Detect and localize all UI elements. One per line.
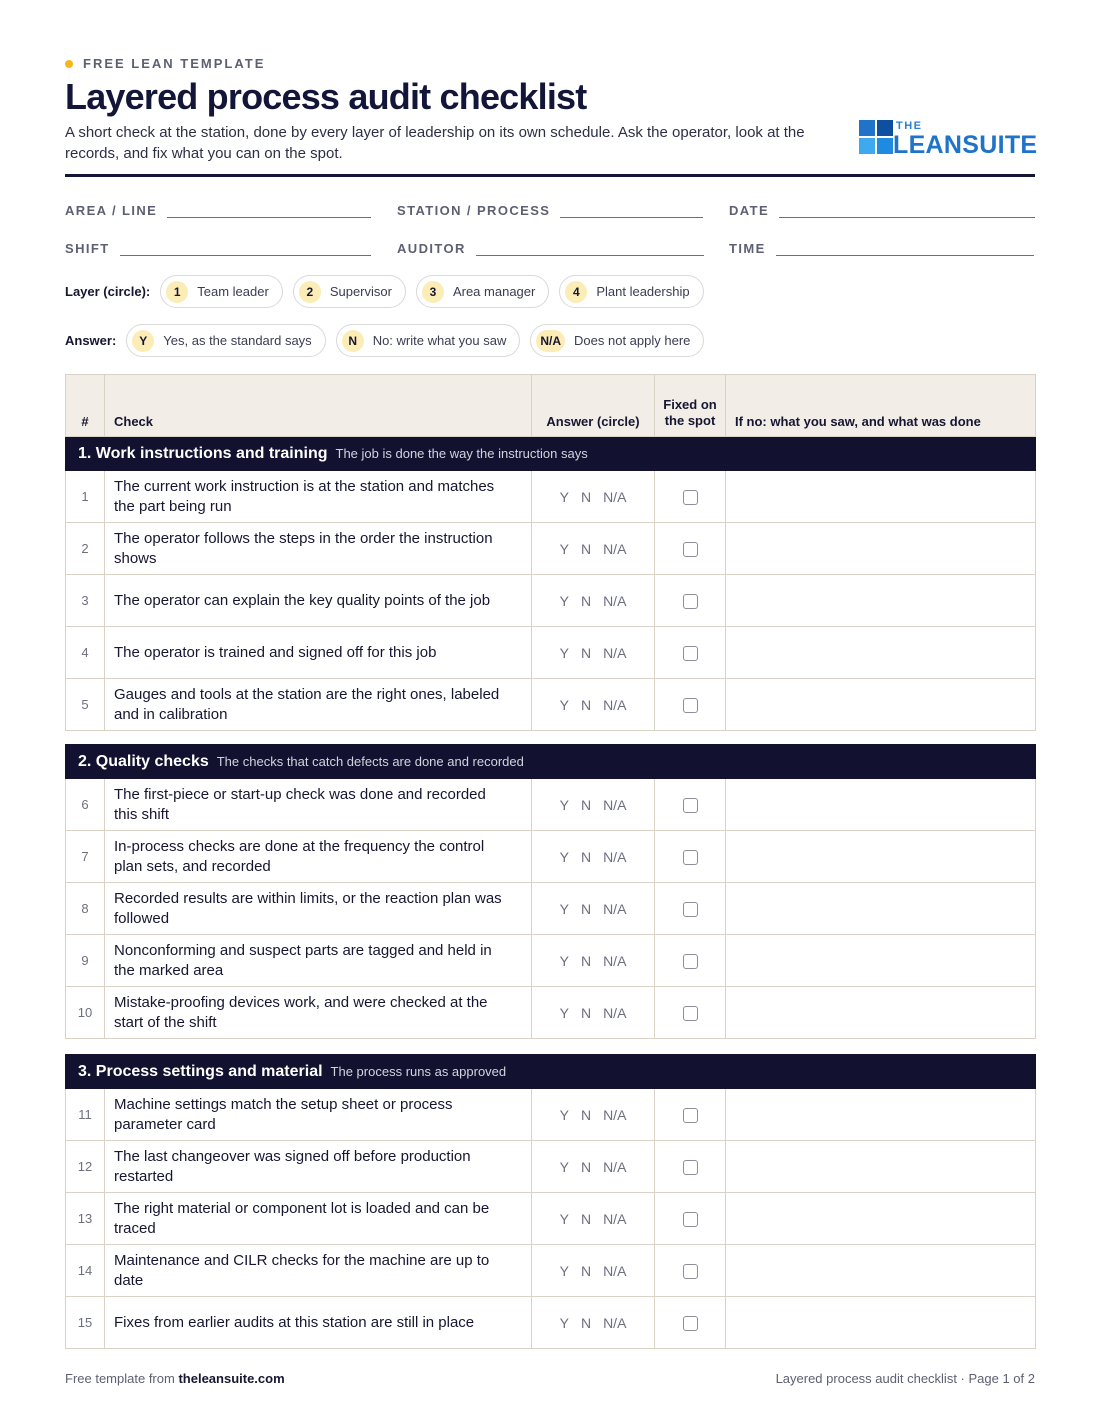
time-label: TIME: [729, 241, 766, 256]
fixed-checkbox[interactable]: [683, 902, 698, 917]
answer-n[interactable]: N: [580, 952, 592, 969]
notes-cell[interactable]: [726, 935, 1036, 987]
layer-option-supervisor[interactable]: [293, 275, 406, 308]
fixed-cell: [655, 471, 726, 523]
footer-prefix: Free template from: [65, 1371, 175, 1386]
table-row: [66, 627, 1036, 679]
item-number: 11: [66, 1089, 105, 1141]
fixed-cell: [655, 1245, 726, 1297]
leansuite-logo: [859, 120, 1038, 159]
section-body: [66, 1055, 1036, 1349]
answer-options: [532, 1141, 655, 1193]
section-subtitle: The process runs as approved: [330, 1063, 507, 1079]
layer-num: 1: [166, 281, 188, 303]
col-check-header: Check: [105, 375, 532, 437]
item-check-text: The operator follows the steps in the order the instruction shows: [105, 523, 532, 575]
table-row: [66, 831, 1036, 883]
answer-options: [532, 523, 655, 575]
layer-option-label: Supervisor: [329, 284, 392, 299]
fixed-cell: [655, 679, 726, 731]
notes-cell[interactable]: [726, 779, 1036, 831]
fixed-cell: [655, 1089, 726, 1141]
answer-na[interactable]: N/A: [603, 644, 627, 661]
answer-n[interactable]: N: [580, 1262, 592, 1279]
item-number: 1: [66, 471, 105, 523]
answer-y[interactable]: Y: [559, 696, 569, 713]
answer-na[interactable]: N/A: [603, 1314, 627, 1331]
fixed-cell: [655, 935, 726, 987]
notes-cell[interactable]: [726, 575, 1036, 627]
page-subtitle: A short check at the station, done by every layer of leadership on its own schedule. Ask the operator, look at the records, and fix what you can on the spot.: [65, 124, 805, 162]
notes-cell[interactable]: [726, 1297, 1036, 1349]
item-check-text: In-process checks are done at the frequency the control plan sets, and recorded: [105, 831, 532, 883]
answer-y[interactable]: Y: [559, 1158, 569, 1175]
answer-options: [532, 779, 655, 831]
item-number: 6: [66, 779, 105, 831]
answer-y[interactable]: Y: [559, 540, 569, 557]
table-row: [66, 1297, 1036, 1349]
fixed-cell: [655, 1193, 726, 1245]
answer-y[interactable]: Y: [559, 900, 569, 917]
answer-options: [532, 883, 655, 935]
answer-n[interactable]: N: [580, 592, 592, 609]
item-check-text: The right material or component lot is loaded and can be traced: [105, 1193, 532, 1245]
fixed-cell: [655, 523, 726, 575]
fixed-checkbox[interactable]: [683, 646, 698, 661]
item-number: 14: [66, 1245, 105, 1297]
fixed-checkbox[interactable]: [683, 1108, 698, 1123]
accent-dot: [65, 60, 73, 68]
answer-code: Y: [132, 330, 154, 352]
answer-y[interactable]: Y: [559, 796, 569, 813]
fixed-checkbox[interactable]: [683, 798, 698, 813]
auditor-field: [397, 241, 704, 256]
fixed-checkbox[interactable]: [683, 1212, 698, 1227]
section-header-cell: [66, 1055, 1036, 1089]
item-number: 7: [66, 831, 105, 883]
notes-cell[interactable]: [726, 523, 1036, 575]
fixed-checkbox[interactable]: [683, 698, 698, 713]
fixed-checkbox[interactable]: [683, 490, 698, 505]
answer-na[interactable]: N/A: [603, 1106, 627, 1123]
section-body: [66, 745, 1036, 1039]
time-field: [729, 241, 1034, 256]
answer-key-text: Does not apply here: [574, 333, 691, 348]
section-subtitle: The job is done the way the instruction says: [335, 445, 588, 461]
item-number: 15: [66, 1297, 105, 1349]
layer-option-label: Area manager: [452, 284, 536, 299]
section-header-cell: [66, 745, 1036, 779]
answer-y[interactable]: Y: [559, 592, 569, 609]
checklist-table-section-3: [65, 1054, 1036, 1349]
section-title: 2. Quality checks: [78, 752, 209, 770]
answer-options: [532, 831, 655, 883]
answer-na[interactable]: N/A: [603, 1210, 627, 1227]
item-check-text: The operator can explain the key quality points of the job: [105, 575, 532, 627]
date-field: [729, 203, 1035, 218]
item-check-text: Fixes from earlier audits at this station are still in place: [105, 1297, 532, 1349]
col-notes-header: If no: what you saw, and what was done: [726, 375, 1036, 437]
answer-na[interactable]: N/A: [603, 1262, 627, 1279]
notes-cell[interactable]: [726, 831, 1036, 883]
answer-options: [532, 679, 655, 731]
item-number: 5: [66, 679, 105, 731]
notes-cell[interactable]: [726, 627, 1036, 679]
date-input[interactable]: [779, 204, 1035, 218]
page-title: Layered process audit checklist: [65, 76, 587, 117]
notes-cell[interactable]: [726, 1245, 1036, 1297]
table-row: [66, 575, 1036, 627]
auditor-input[interactable]: [476, 242, 704, 256]
answer-n[interactable]: N: [580, 848, 592, 865]
answer-key-text: No: write what you saw: [372, 333, 507, 348]
table-row: [66, 679, 1036, 731]
item-number: 4: [66, 627, 105, 679]
item-check-text: Mistake-proofing devices work, and were checked at the start of the shift: [105, 987, 532, 1039]
footer-credit: [65, 1371, 285, 1386]
layer-option-team-leader[interactable]: [160, 275, 283, 308]
col-num-header: #: [66, 375, 105, 437]
answer-n[interactable]: N: [580, 900, 592, 917]
checklist-table-section-2: [65, 744, 1036, 1039]
section-title: 3. Process settings and material: [78, 1062, 323, 1080]
time-input[interactable]: [776, 242, 1034, 256]
logo-name: LEANSUITE: [893, 131, 1038, 159]
layer-num: 2: [299, 281, 321, 303]
eyebrow: [65, 56, 265, 71]
layer-selector: [65, 275, 714, 308]
section-title: 1. Work instructions and training: [78, 444, 328, 462]
answer-key-text: Yes, as the standard says: [163, 333, 312, 348]
section-header: [66, 745, 1036, 779]
station-process-label: STATION / PROCESS: [397, 203, 551, 218]
fixed-checkbox[interactable]: [683, 594, 698, 609]
answer-na[interactable]: N/A: [603, 592, 627, 609]
answer-n[interactable]: N: [580, 1158, 592, 1175]
section-body: [66, 437, 1036, 731]
answer-n[interactable]: N: [580, 540, 592, 557]
item-number: 3: [66, 575, 105, 627]
item-number: 8: [66, 883, 105, 935]
col-answer-header: Answer (circle): [532, 375, 655, 437]
table-row: [66, 1245, 1036, 1297]
answer-code: N/A: [536, 330, 565, 352]
answer-n[interactable]: N: [580, 1210, 592, 1227]
layer-option-area-manager[interactable]: [416, 275, 549, 308]
answer-na[interactable]: N/A: [603, 540, 627, 557]
answer-key-yes: [126, 324, 325, 357]
shift-input[interactable]: [120, 242, 371, 256]
checklist-table-section-1: [65, 374, 1036, 731]
item-check-text: Machine settings match the setup sheet or process parameter card: [105, 1089, 532, 1141]
answer-key: [65, 324, 714, 357]
item-number: 13: [66, 1193, 105, 1245]
date-label: DATE: [729, 203, 770, 218]
answer-y[interactable]: Y: [559, 848, 569, 865]
answer-n[interactable]: N: [580, 796, 592, 813]
fixed-checkbox[interactable]: [683, 1006, 698, 1021]
layer-option-label: Plant leadership: [596, 284, 690, 299]
notes-cell[interactable]: [726, 1193, 1036, 1245]
area-line-input[interactable]: [167, 204, 371, 218]
answer-key-label: Answer:: [65, 333, 117, 348]
fixed-cell: [655, 627, 726, 679]
table-header-row: [66, 375, 1036, 437]
fixed-checkbox[interactable]: [683, 850, 698, 865]
answer-n[interactable]: N: [580, 1106, 592, 1123]
table-row: [66, 1193, 1036, 1245]
item-number: 12: [66, 1141, 105, 1193]
table-row: [66, 1089, 1036, 1141]
shift-label: SHIFT: [65, 241, 110, 256]
footer-page-info: Layered process audit checklist · Page 1 of 2: [775, 1371, 1035, 1386]
layer-num: 4: [565, 281, 587, 303]
fixed-cell: [655, 575, 726, 627]
footer-site-link[interactable]: theleansuite.com: [178, 1371, 285, 1386]
answer-options: [532, 1245, 655, 1297]
layer-option-plant-leadership[interactable]: [559, 275, 703, 308]
area-line-label: AREA / LINE: [65, 203, 158, 218]
answer-na[interactable]: N/A: [603, 1004, 627, 1021]
answer-options: [532, 935, 655, 987]
fixed-checkbox[interactable]: [683, 1264, 698, 1279]
auditor-label: AUDITOR: [397, 241, 466, 256]
station-process-input[interactable]: [560, 204, 703, 218]
answer-na[interactable]: N/A: [603, 848, 627, 865]
notes-cell[interactable]: [726, 1089, 1036, 1141]
answer-y[interactable]: Y: [559, 952, 569, 969]
logo-squares-icon: [859, 120, 893, 156]
answer-na[interactable]: N/A: [603, 796, 627, 813]
logo-the: THE: [896, 120, 923, 132]
layer-label: Layer (circle):: [65, 284, 151, 299]
answer-options: [532, 627, 655, 679]
fixed-cell: [655, 883, 726, 935]
table-row: [66, 935, 1036, 987]
section-header-cell: [66, 437, 1036, 471]
table-row: [66, 523, 1036, 575]
fixed-cell: [655, 1297, 726, 1349]
table-row: [66, 779, 1036, 831]
answer-na[interactable]: N/A: [603, 696, 627, 713]
item-number: 10: [66, 987, 105, 1039]
section-subtitle: The checks that catch defects are done and recorded: [216, 753, 524, 769]
notes-cell[interactable]: [726, 679, 1036, 731]
table-row: [66, 1141, 1036, 1193]
fixed-cell: [655, 779, 726, 831]
item-number: 9: [66, 935, 105, 987]
answer-options: [532, 1193, 655, 1245]
table-row: [66, 987, 1036, 1039]
answer-n[interactable]: N: [580, 696, 592, 713]
fixed-checkbox[interactable]: [683, 1160, 698, 1175]
fixed-cell: [655, 987, 726, 1039]
answer-y[interactable]: Y: [559, 1004, 569, 1021]
notes-cell[interactable]: [726, 883, 1036, 935]
answer-y[interactable]: Y: [559, 1106, 569, 1123]
answer-na[interactable]: N/A: [603, 1158, 627, 1175]
eyebrow-text: FREE LEAN TEMPLATE: [83, 56, 266, 71]
item-check-text: Recorded results are within limits, or the reaction plan was followed: [105, 883, 532, 935]
answer-options: [532, 987, 655, 1039]
table-row: [66, 883, 1036, 935]
item-number: 2: [66, 523, 105, 575]
item-check-text: Maintenance and CILR checks for the machine are up to date: [105, 1245, 532, 1297]
answer-y[interactable]: Y: [559, 1262, 569, 1279]
answer-options: [532, 1297, 655, 1349]
station-process-field: [397, 203, 703, 218]
item-check-text: The operator is trained and signed off for this job: [105, 627, 532, 679]
answer-n[interactable]: N: [580, 644, 592, 661]
answer-y[interactable]: Y: [559, 1210, 569, 1227]
item-check-text: Gauges and tools at the station are the right ones, labeled and in calibration: [105, 679, 532, 731]
answer-n[interactable]: N: [580, 1004, 592, 1021]
fixed-cell: [655, 1141, 726, 1193]
fixed-checkbox[interactable]: [683, 542, 698, 557]
layer-num: 3: [422, 281, 444, 303]
answer-y[interactable]: Y: [559, 1314, 569, 1331]
answer-na[interactable]: N/A: [603, 488, 627, 505]
table-row: [66, 471, 1036, 523]
fixed-cell: [655, 831, 726, 883]
notes-cell[interactable]: [726, 1141, 1036, 1193]
item-check-text: The first-piece or start-up check was done and recorded this shift: [105, 779, 532, 831]
fixed-checkbox[interactable]: [683, 954, 698, 969]
notes-cell[interactable]: [726, 471, 1036, 523]
answer-na[interactable]: N/A: [603, 952, 627, 969]
header-divider: [65, 174, 1035, 177]
answer-y[interactable]: Y: [559, 488, 569, 505]
section-header: [66, 437, 1036, 471]
area-line-field: [65, 203, 371, 218]
answer-key-no: [336, 324, 521, 357]
answer-options: [532, 575, 655, 627]
layer-option-label: Team leader: [197, 284, 269, 299]
item-check-text: The current work instruction is at the station and matches the part being run: [105, 471, 532, 523]
section-header: [66, 1055, 1036, 1089]
answer-options: [532, 471, 655, 523]
item-check-text: Nonconforming and suspect parts are tagged and held in the marked area: [105, 935, 532, 987]
answer-options: [532, 1089, 655, 1141]
answer-y[interactable]: Y: [559, 644, 569, 661]
item-check-text: The last changeover was signed off before production restarted: [105, 1141, 532, 1193]
col-fixed-header: Fixed on the spot: [655, 375, 726, 437]
fixed-checkbox[interactable]: [683, 1316, 698, 1331]
answer-key-na: [530, 324, 704, 357]
answer-n[interactable]: N: [580, 488, 592, 505]
answer-code: N: [342, 330, 364, 352]
notes-cell[interactable]: [726, 987, 1036, 1039]
answer-na[interactable]: N/A: [603, 900, 627, 917]
answer-n[interactable]: N: [580, 1314, 592, 1331]
shift-field: [65, 241, 371, 256]
